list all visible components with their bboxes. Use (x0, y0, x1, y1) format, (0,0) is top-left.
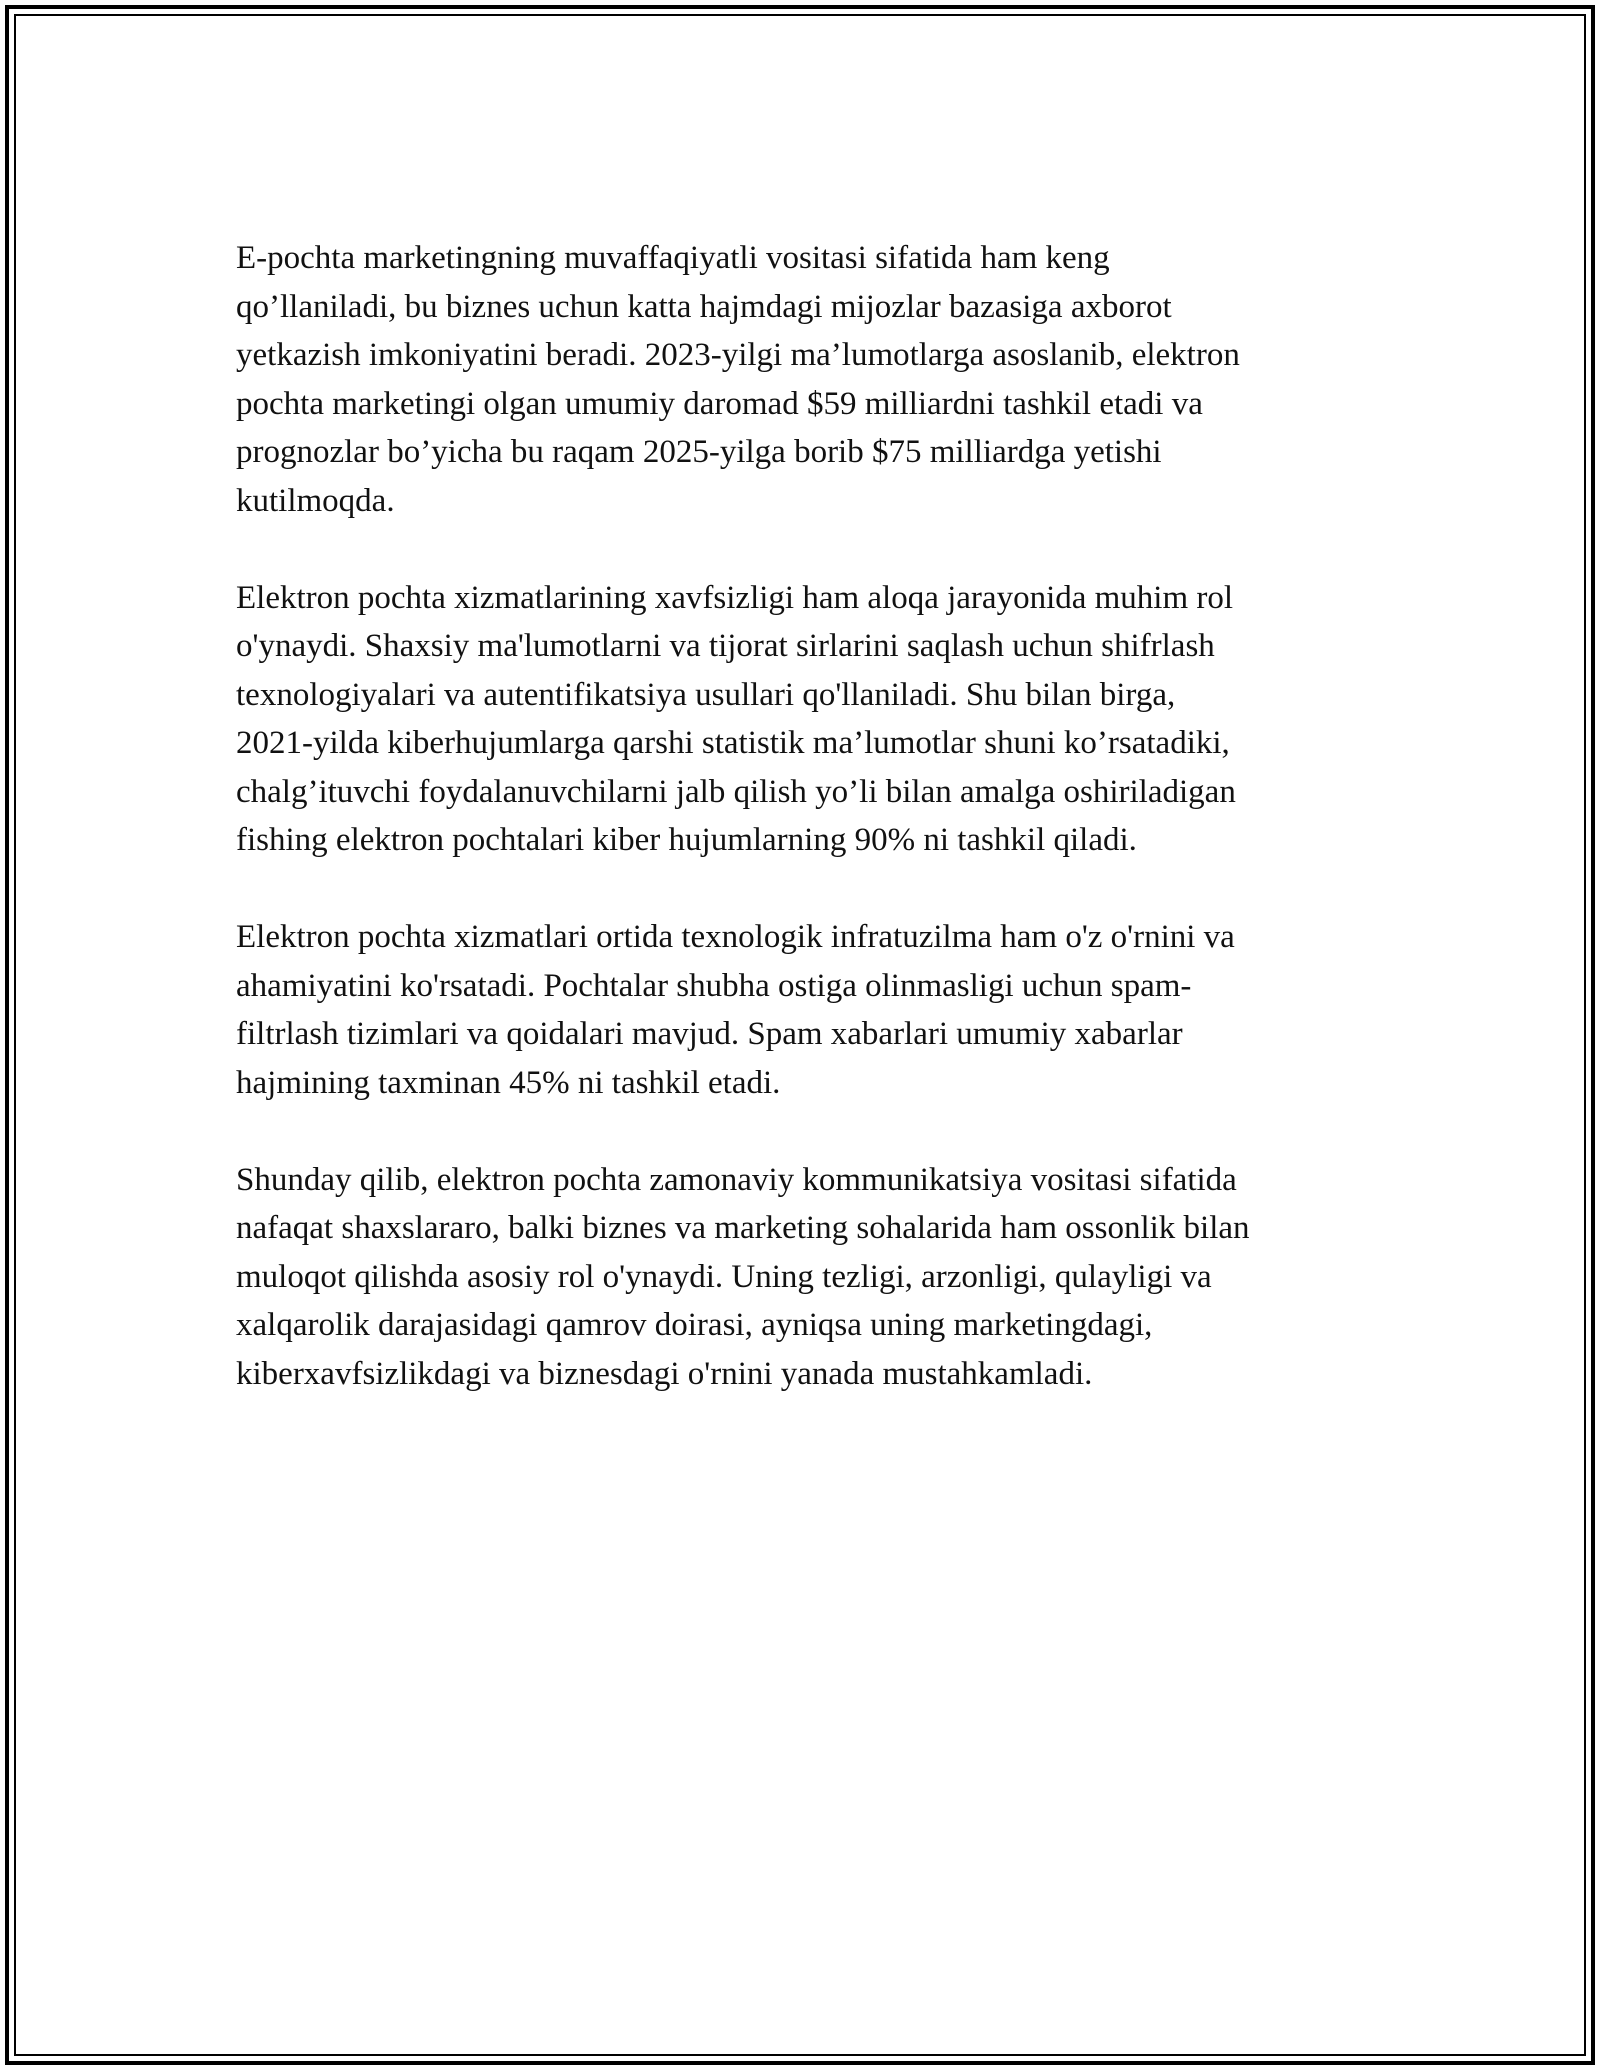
paragraph-email-marketing: E-pochta marketingning muvaffaqiyatli vositasi sifatida ham keng qo’llaniladi, bu biznes uchun katta hajmdagi mijozlar bazasiga axborot yetkazish imkoniyatini beradi. 2023-yilgi ma’lumotlarga asoslanib, elektron pochta marketingi olgan umumiy daromad $59 milliardni tashkil etadi va prognozlar bo’yicha bu raqam 2025-yilga borib $75 milliardga yetishi kutilmoqda. (236, 240, 1240, 519)
paragraph-infrastructure: Elektron pochta xizmatlari ortida texnologik infratuzilma ham o'z o'rnini va ahamiyatini ko'rsatadi. Pochtalar shubha ostiga olinmasligi uchun spam- filtrlash tizimlari va qoidalari mavjud. Spam xabarlari umumiy xabarlar hajmining taxminan 45% ni tashkil etadi. (236, 919, 1235, 1101)
document-body (236, 234, 1396, 1447)
paragraph-conclusion: Shunday qilib, elektron pochta zamonaviy kommunikatsiya vositasi sifatida nafaqat shaxslararo, balki biznes va marketing sohalarida ham ossonlik bilan muloqot qilishda asosiy rol o'ynaydi. Uning tezligi, arzonligi, qulayligi va xalqarolik darajasidagi qamrov doirasi, ayniqsa uning marketingdagi, kiberxavfsizlikdagi va biznesdagi o'rnini yanada mustahkamladi. (236, 1161, 1250, 1392)
paragraph-email-security: Elektron pochta xizmatlarining xavfsizligi ham aloqa jarayonida muhim rol o'ynaydi. Shaxsiy ma'lumotlarni va tijorat sirlarini saqlash uchun shifrlash texnologiyalari va autentifikatsiya usullari qo'llaniladi. Shu bilan birga, 2021-yilda kiberhujumlarga qarshi statistik ma’lumotlar shuni ko’rsatadiki, chalg’ituvchi foydalanuvchilarni jalb qilish yo’li bilan amalga oshiriladigan fishing elektron pochtalari kiber hujumlarning 90% ni tashkil qiladi. (236, 579, 1236, 858)
